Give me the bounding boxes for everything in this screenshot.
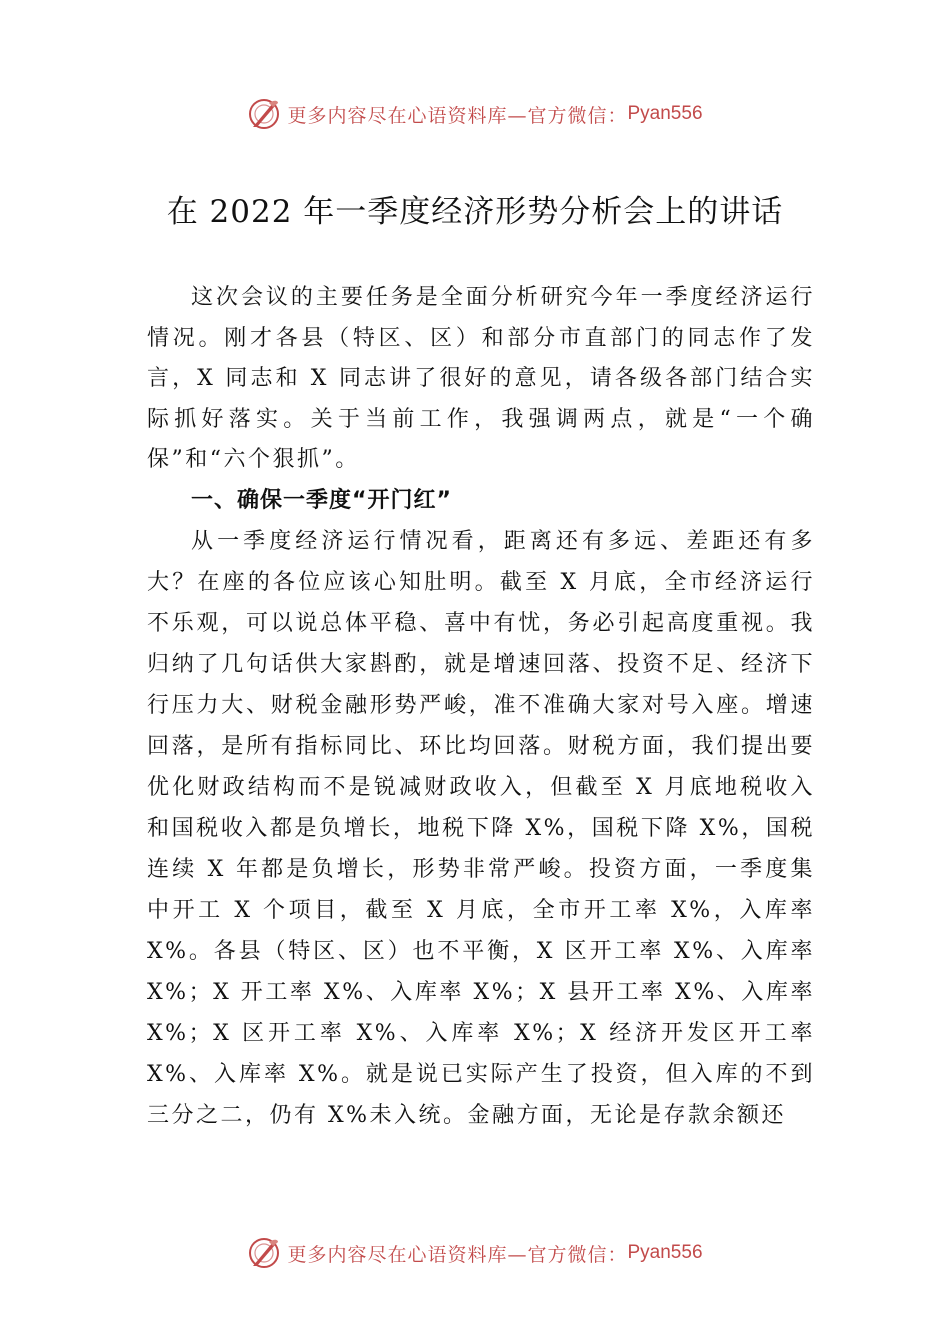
document-body <box>147 278 815 1136</box>
watermark-wechat-id: Pyan556 <box>627 103 703 124</box>
watermark-wechat-id: Pyan556 <box>627 1242 703 1263</box>
bottom-watermark-banner <box>0 1233 950 1273</box>
quill-pen-logo-icon <box>247 97 281 131</box>
intro-paragraph: 这次会议的主要任务是全面分析研究今年一季度经济运行情况。刚才各县（特区、区）和部分市直部门的同志作了发言，X 同志和 X 同志讲了很好的意见，请各级各部门结合实际抓好落实。关于当前工作，我强调两点，就是“一个确保”和“六个狠抓”。 <box>147 285 815 472</box>
watermark-text: 更多内容尽在心语资料库—官方微信： <box>287 1243 628 1266</box>
watermark-text: 更多内容尽在心语资料库—官方微信： <box>287 104 628 127</box>
section-paragraph: 从一季度经济运行情况看，距离还有多远、差距还有多大？在座的各位应该心知肚明。截至 X 月底，全市经济运行不乐观，可以说总体平稳、喜中有忧，务必引起高度重视。我归纳了几句话供大家斟酌，就是增速回落、投资不足、经济下行压力大、财税金融形势严峻，准不准确大家对号入座。增速回落，是所有指标同比、环比均回落。财税方面，我们提出要优化财政结构而不是锐减财政收入，但截至 X 月底地税收入和国税收入都是负增长，地税下降 X%，国税下降 X%，国税连续 X 年都是负增长，形势非常严峻。投资方面，一季度集中开工 X 个项目，截至 X 月底，全市开工率 X%，入库率 X%。各县（特区、区）也不平衡，X 区开工率 X%、入库率 X%；X 开工率 X%、入库率 X%；X 县开工率 X%、入库率 X%；X 区开工率 X%、入库率 X%；X 经济开发区开工率 X%、入库率 X%。就是说已实际产生了投资，但入库的不到三分之二，仍有 X%未入统。金融方面，无论是存款余额还 <box>147 529 815 1128</box>
document-title: 在 2022 年一季度经济形势分析会上的讲话 <box>166 194 784 230</box>
top-watermark-banner <box>0 94 950 134</box>
section-heading: 一、确保一季度“开门红” <box>191 487 452 513</box>
quill-pen-logo-icon <box>247 1236 281 1270</box>
